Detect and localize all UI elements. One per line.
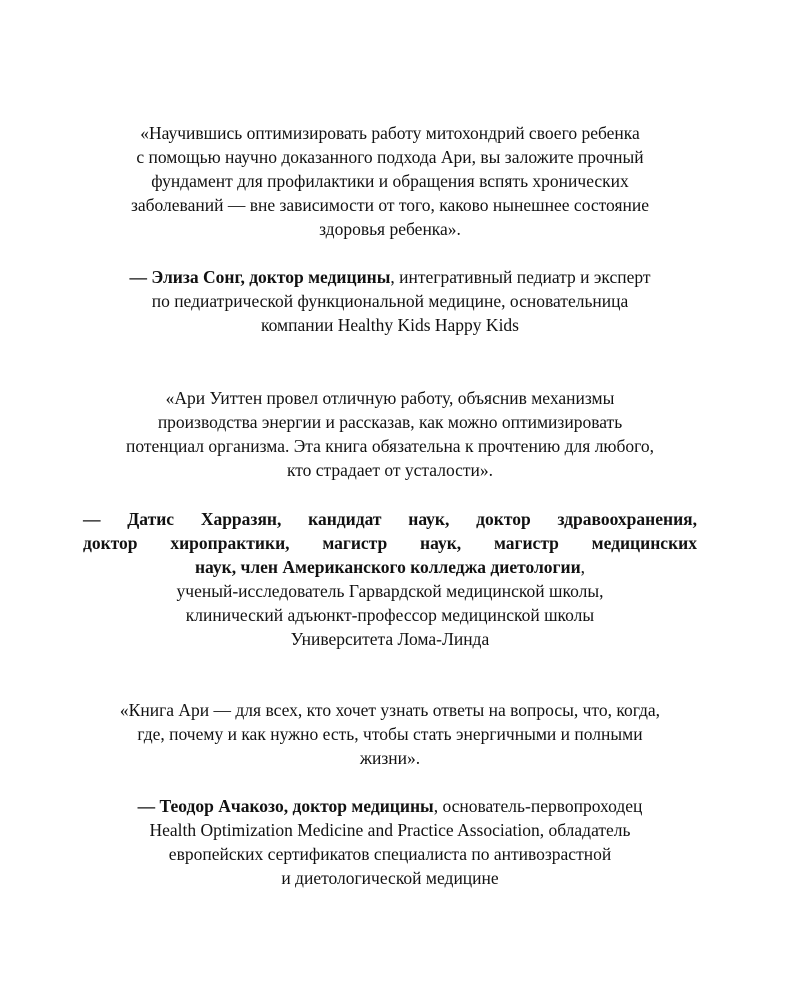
quote-line: «Научившись оптимизировать работу митохондрий своего ребенка — [140, 123, 640, 143]
attribution-line: по педиатрической функциональной медицине, основательница — [151, 291, 629, 311]
quote-line: с помощью научно доказанного подхода Ари, вы заложите прочный — [136, 147, 644, 167]
quote-line: производства энергии и рассказав, как можно оптимизировать — [157, 412, 623, 432]
author-credentials: , интегративный педиатр и эксперт — [390, 267, 651, 287]
author-credentials-rest: , — [580, 557, 586, 577]
attribution-line: Университета Лома-Линда — [290, 629, 490, 649]
testimonial-3-attribution — [60, 794, 720, 890]
attribution-line: и диетологической медицине — [281, 868, 499, 888]
quote-line: жизни». — [359, 748, 421, 768]
attribution-line: ученый-исследователь Гарвардской медицинской школы, — [176, 581, 604, 601]
attribution-first-line — [60, 794, 720, 818]
attribution-first-line — [60, 265, 720, 289]
author-credentials-bold: наук, член Американского колледжа диетологии — [194, 557, 581, 577]
testimonial-2-quote — [60, 386, 720, 482]
author-name: — Элиза Сонг, доктор медицины — [129, 267, 391, 287]
attribution-line: клинический адъюнкт-профессор медицинской школы — [185, 605, 595, 625]
quote-line: «Книга Ари — для всех, кто хочет узнать ответы на вопросы, что, когда, — [119, 700, 661, 720]
quote-line: здоровья ребенка». — [319, 219, 461, 239]
quote-line: где, почему и как нужно есть, чтобы стать энергичными и полными — [137, 724, 643, 744]
author-name: — Теодор Ачакозо, доктор медицины — [137, 796, 434, 816]
attribution-line: компании Healthy Kids Happy Kids — [260, 315, 519, 335]
author-name-line — [60, 555, 720, 579]
quote-line: «Ари Уиттен провел отличную работу, объяснив механизмы — [165, 388, 615, 408]
quote-line: кто страдает от усталости». — [286, 460, 494, 480]
quote-line: фундамент для профилактики и обращения вспять хронических — [151, 171, 629, 191]
attribution-line: Health Optimization Medicine and Practice Association, обладатель — [149, 820, 631, 840]
quote-line: потенциал организма. Эта книга обязательна к прочтению для любого, — [125, 436, 655, 456]
attribution-line: европейских сертификатов специалиста по антивозрастной — [168, 844, 612, 864]
quote-line: заболеваний — вне зависимости от того, каково нынешнее состояние — [130, 195, 650, 215]
testimonial-3-quote — [60, 698, 720, 770]
testimonial-1-quote — [60, 121, 720, 241]
author-name-line: доктор хиропрактики, магистр наук, магистр медицинских — [83, 533, 697, 553]
testimonial-2-attribution — [60, 507, 720, 651]
author-credentials: , основатель-первопроходец — [433, 796, 643, 816]
testimonial-1-attribution — [60, 265, 720, 337]
author-name-line: — Датис Харразян, кандидат наук, доктор здравоохранения, — [83, 509, 697, 529]
